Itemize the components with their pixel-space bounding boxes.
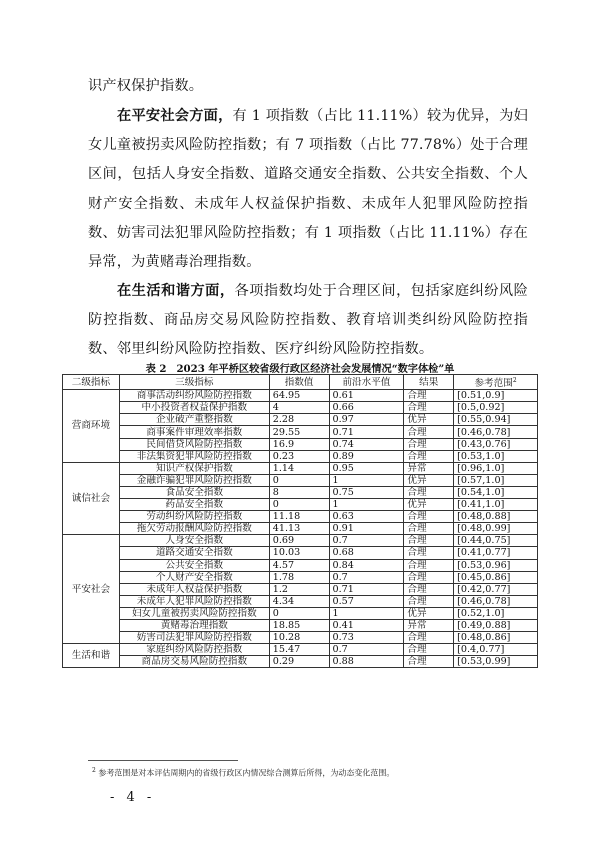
indicator-name-cell: 妨害司法犯罪风险防控指数 <box>119 632 269 644</box>
indicator-name-cell: 药品安全指数 <box>119 499 269 511</box>
indicator-name-cell: 非法集资犯罪风险防控指数 <box>119 450 269 462</box>
reference-range-cell: [0.96,1.0] <box>454 462 538 474</box>
index-value-cell: 11.18 <box>269 511 329 523</box>
reference-range-cell: [0.49,0.88] <box>454 619 538 631</box>
reference-range-cell: [0.41,1.0] <box>454 499 538 511</box>
index-value-cell: 18.85 <box>269 619 329 631</box>
header-level2: 二级指标 <box>63 375 120 390</box>
index-value-cell: 4.34 <box>269 595 329 607</box>
index-value-cell: 0.23 <box>269 450 329 462</box>
result-cell: 合理 <box>404 547 454 559</box>
indicator-name-cell: 家庭纠纷风险防控指数 <box>119 644 269 656</box>
index-value-cell: 29.55 <box>269 426 329 438</box>
indicator-name-cell: 中小投资者权益保护指数 <box>119 402 269 414</box>
reference-range-cell: [0.53,0.99] <box>454 656 538 668</box>
frontier-value-cell: 0.91 <box>329 523 404 535</box>
paragraph-harmonious-life <box>88 277 528 365</box>
result-cell: 优异 <box>404 499 454 511</box>
result-cell: 合理 <box>404 450 454 462</box>
frontier-value-cell: 0.88 <box>329 656 404 668</box>
index-value-cell: 16.9 <box>269 438 329 450</box>
category-cell: 营商环境 <box>63 390 120 463</box>
result-cell: 异常 <box>404 462 454 474</box>
reference-range-cell: [0.45,0.86] <box>454 571 538 583</box>
table-row <box>63 535 538 547</box>
result-cell: 合理 <box>404 571 454 583</box>
paragraph-heading: 在生活和谐方面， <box>117 283 235 299</box>
reference-range-cell: [0.48,0.99] <box>454 523 538 535</box>
table-row <box>63 547 538 559</box>
table-row <box>63 607 538 619</box>
result-cell: 合理 <box>404 402 454 414</box>
index-value-cell: 1.2 <box>269 583 329 595</box>
reference-range-cell: [0.46,0.78] <box>454 595 538 607</box>
frontier-value-cell: 1 <box>329 607 404 619</box>
indicator-name-cell: 商事活动纠纷风险防控指数 <box>119 390 269 402</box>
frontier-value-cell: 0.68 <box>329 547 404 559</box>
frontier-value-cell: 0.66 <box>329 402 404 414</box>
index-value-cell: 10.03 <box>269 547 329 559</box>
header-result: 结果 <box>404 375 454 390</box>
frontier-value-cell: 0.71 <box>329 583 404 595</box>
indicator-name-cell: 妇女儿童被拐卖风险防控指数 <box>119 607 269 619</box>
header-range-label: 参考范围 <box>474 378 513 390</box>
index-value-cell: 4 <box>269 402 329 414</box>
paragraph-text: 有 1 项指数（占比 11.11%）较为优异，为妇女儿童被拐卖风险防控指数；有 7 项指数（占比 77.78%）处于合理区间，包括人身安全指数、道路交通安全指数、公共安全指数、个人财产安全指数、未成年人权益保护指数、未成年人犯罪风险防控指数、妨害司法犯罪风险防控指数；有 1 项指数（占比 11.11%）存在异常，为黄赌毒治理指数。 <box>88 108 528 271</box>
frontier-value-cell: 0.61 <box>329 390 404 402</box>
indicator-name-cell: 人身安全指数 <box>119 535 269 547</box>
reference-range-cell: [0.41,0.77] <box>454 547 538 559</box>
table-row <box>63 402 538 414</box>
header-level3: 三级指标 <box>119 375 269 390</box>
category-cell: 平安社会 <box>63 535 120 644</box>
index-value-cell: 0 <box>269 474 329 486</box>
table-row <box>63 499 538 511</box>
indicator-name-cell: 商事案件审理效率指数 <box>119 426 269 438</box>
index-value-cell: 15.47 <box>269 644 329 656</box>
table-body <box>63 390 538 668</box>
indicator-name-cell: 金融诈骗犯罪风险防控指数 <box>119 474 269 486</box>
indicator-name-cell: 拖欠劳动报酬风险防控指数 <box>119 523 269 535</box>
table-row <box>63 523 538 535</box>
index-value-cell: 1.14 <box>269 462 329 474</box>
indicator-name-cell: 民间借贷风险防控指数 <box>119 438 269 450</box>
result-cell: 合理 <box>404 523 454 535</box>
index-value-cell: 64.95 <box>269 390 329 402</box>
result-cell: 合理 <box>404 595 454 607</box>
reference-range-cell: [0.53,1.0] <box>454 450 538 462</box>
indicator-name-cell: 食品安全指数 <box>119 486 269 498</box>
table-row <box>63 450 538 462</box>
footnote-divider <box>88 760 238 761</box>
reference-range-cell: [0.43,0.76] <box>454 438 538 450</box>
reference-range-cell: [0.48,0.86] <box>454 632 538 644</box>
table-row <box>63 644 538 656</box>
table-row <box>63 390 538 402</box>
index-value-cell: 8 <box>269 486 329 498</box>
frontier-value-cell: 0.57 <box>329 595 404 607</box>
reference-range-cell: [0.44,0.75] <box>454 535 538 547</box>
frontier-value-cell: 0.89 <box>329 450 404 462</box>
frontier-value-cell: 0.75 <box>329 486 404 498</box>
indicator-name-cell: 商品房交易风险防控指数 <box>119 656 269 668</box>
category-cell: 生活和谐 <box>63 644 120 668</box>
result-cell: 优异 <box>404 607 454 619</box>
table-row <box>63 656 538 668</box>
indicator-name-cell: 道路交通安全指数 <box>119 547 269 559</box>
indicator-name-cell: 未成年人犯罪风险防控指数 <box>119 595 269 607</box>
frontier-value-cell: 0.41 <box>329 619 404 631</box>
frontier-value-cell: 1 <box>329 499 404 511</box>
header-range <box>454 375 538 390</box>
result-cell: 合理 <box>404 438 454 450</box>
frontier-value-cell: 0.97 <box>329 414 404 426</box>
paragraph-text: 识产权保护指数。 <box>88 78 204 94</box>
result-cell: 合理 <box>404 583 454 595</box>
header-value: 指数值 <box>269 375 329 390</box>
index-value-cell: 10.28 <box>269 632 329 644</box>
table-row <box>63 462 538 474</box>
paragraph-heading: 在平安社会方面， <box>117 108 233 124</box>
indicator-name-cell: 公共安全指数 <box>119 559 269 571</box>
reference-range-cell: [0.48,0.88] <box>454 511 538 523</box>
result-cell: 合理 <box>404 511 454 523</box>
result-cell: 异常 <box>404 619 454 631</box>
table-row <box>63 571 538 583</box>
frontier-value-cell: 0.63 <box>329 511 404 523</box>
result-cell: 合理 <box>404 486 454 498</box>
result-cell: 合理 <box>404 559 454 571</box>
reference-range-cell: [0.54,1.0] <box>454 486 538 498</box>
result-cell: 合理 <box>404 535 454 547</box>
frontier-value-cell: 0.7 <box>329 571 404 583</box>
table-caption <box>62 360 538 375</box>
frontier-value-cell: 0.95 <box>329 462 404 474</box>
result-cell: 优异 <box>404 414 454 426</box>
table-caption-text: 2023 年平桥区较省级行政区经济社会发展情况“数字体检”单 <box>176 363 455 375</box>
digital-checkup-table <box>62 374 538 668</box>
result-cell: 合理 <box>404 426 454 438</box>
table-header-row <box>63 375 538 390</box>
indicator-name-cell: 知识产权保护指数 <box>119 462 269 474</box>
reference-range-cell: [0.5,0.92] <box>454 402 538 414</box>
frontier-value-cell: 0.84 <box>329 559 404 571</box>
index-value-cell: 0 <box>269 607 329 619</box>
reference-range-cell: [0.57,1.0] <box>454 474 538 486</box>
paragraph-safe-society <box>88 102 528 277</box>
index-value-cell: 4.57 <box>269 559 329 571</box>
frontier-value-cell: 0.73 <box>329 632 404 644</box>
frontier-value-cell: 0.71 <box>329 426 404 438</box>
table-row <box>63 511 538 523</box>
reference-range-cell: [0.55,0.94] <box>454 414 538 426</box>
result-cell: 合理 <box>404 644 454 656</box>
table-row <box>63 559 538 571</box>
table-row <box>63 486 538 498</box>
reference-range-cell: [0.46,0.78] <box>454 426 538 438</box>
footnote <box>92 765 532 779</box>
reference-range-cell: [0.53,0.96] <box>454 559 538 571</box>
result-cell: 优异 <box>404 474 454 486</box>
table-caption-label: 表 2 <box>145 363 167 375</box>
reference-range-cell: [0.52,1.0] <box>454 607 538 619</box>
table-row <box>63 474 538 486</box>
table-row <box>63 426 538 438</box>
index-value-cell: 0.29 <box>269 656 329 668</box>
index-value-cell: 0 <box>269 499 329 511</box>
table-row <box>63 414 538 426</box>
result-cell: 合理 <box>404 656 454 668</box>
table-row <box>63 632 538 644</box>
indicator-name-cell: 未成年人权益保护指数 <box>119 583 269 595</box>
frontier-value-cell: 0.7 <box>329 644 404 656</box>
result-cell: 合理 <box>404 390 454 402</box>
index-value-cell: 0.69 <box>269 535 329 547</box>
paragraph-text: 各项指数均处于合理区间，包括家庭纠纷风险防控指数、商品房交易风险防控指数、教育培训类纠纷风险防控指数、邻里纠纷风险防控指数、医疗纠纷风险防控指数。 <box>88 283 528 358</box>
footnote-text: 参考范围是对本评估周期内的省级行政区内情况综合测算后所得，为动态变化范围。 <box>98 768 395 778</box>
reference-range-cell: [0.4,0.77] <box>454 644 538 656</box>
index-value-cell: 1.78 <box>269 571 329 583</box>
footnote-mark: 2 <box>512 377 517 384</box>
table-row <box>63 619 538 631</box>
indicator-name-cell: 个人财产安全指数 <box>119 571 269 583</box>
header-frontier: 前沿水平值 <box>329 375 404 390</box>
indicator-name-cell: 企业破产重整指数 <box>119 414 269 426</box>
indicator-name-cell: 劳动纠纷风险防控指数 <box>119 511 269 523</box>
page-number: - 4 - <box>110 790 156 805</box>
table-row <box>63 438 538 450</box>
paragraph-ip-protection-tail <box>88 72 528 101</box>
frontier-value-cell: 0.74 <box>329 438 404 450</box>
table-row <box>63 583 538 595</box>
footnote-mark: 2 <box>92 767 96 774</box>
result-cell: 合理 <box>404 632 454 644</box>
frontier-value-cell: 1 <box>329 474 404 486</box>
index-value-cell: 41.13 <box>269 523 329 535</box>
indicator-name-cell: 黄赌毒治理指数 <box>119 619 269 631</box>
reference-range-cell: [0.51,0.9] <box>454 390 538 402</box>
reference-range-cell: [0.42,0.77] <box>454 583 538 595</box>
table-row <box>63 595 538 607</box>
index-value-cell: 2.28 <box>269 414 329 426</box>
category-cell: 诚信社会 <box>63 462 120 535</box>
frontier-value-cell: 0.7 <box>329 535 404 547</box>
